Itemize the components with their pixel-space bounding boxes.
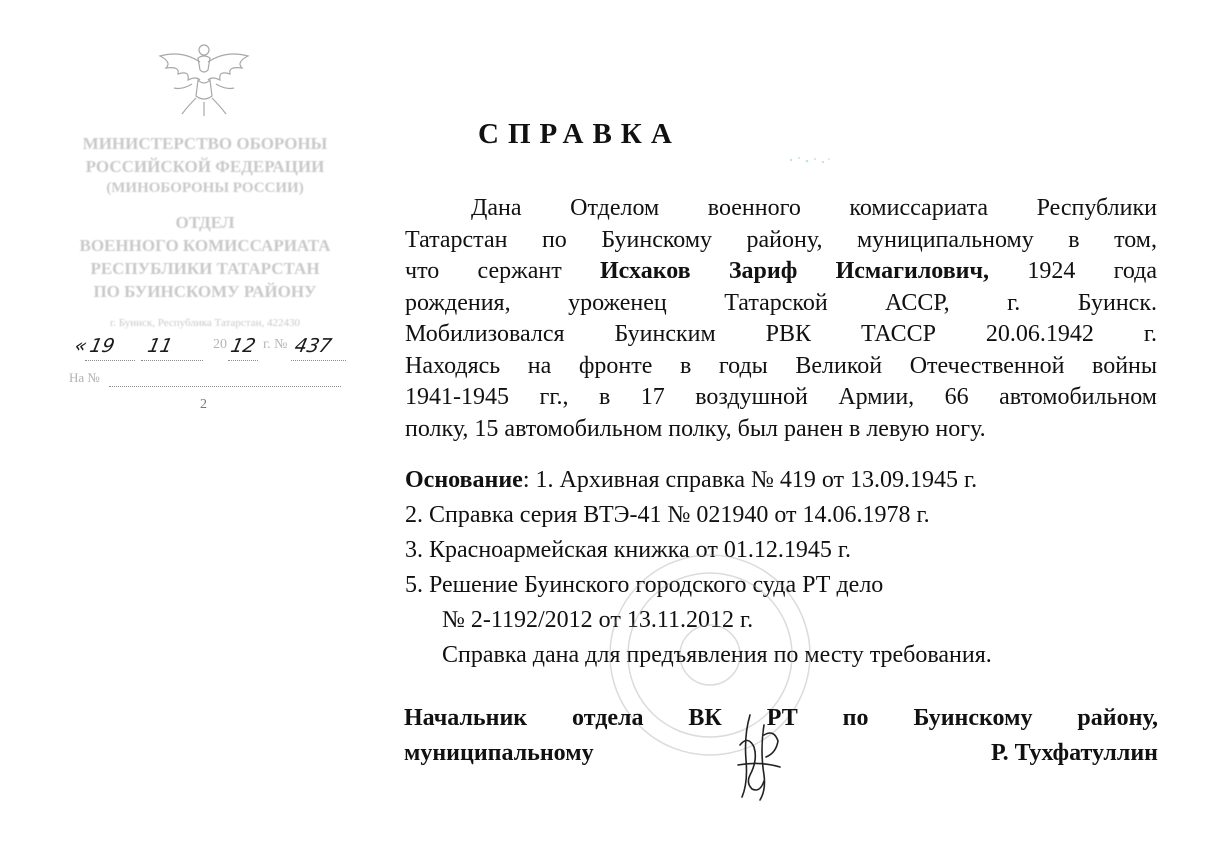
ink-speck	[785, 150, 835, 170]
birth-year-word: года	[1113, 258, 1158, 284]
na-label: На №	[69, 370, 100, 385]
date-quote: «	[72, 335, 90, 357]
signatory-name: Р. Тухфатуллин	[990, 740, 1158, 766]
basis-item-3: 3. Красноармейская книжка от 01.12.1945 г.	[405, 537, 851, 563]
birth-year: 1924	[1027, 258, 1076, 284]
date-month-underline	[141, 360, 203, 361]
letterhead-line-ministry: МИНИСТЕРСТВО ОБОРОНЫ	[82, 134, 328, 153]
date-year-prefix: 20	[213, 337, 227, 352]
person-name: Исхаков Зариф Исмагилович,	[600, 258, 990, 284]
signatory-position-cont: муниципальному	[404, 740, 594, 766]
basis-row-1	[405, 463, 1165, 498]
date-year: 12	[228, 335, 258, 357]
body-line-3	[405, 256, 1157, 288]
closing-sentence: Справка дана для предъявления по месту требования.	[442, 642, 992, 668]
basis-item-1: : 1. Архивная справка № 419 от 13.09.1945 г.	[522, 467, 978, 493]
letterhead-line-short: (МИНОБОРОНЫ РОССИИ)	[106, 180, 304, 196]
date-month: 11	[145, 335, 175, 357]
registration-date-number	[73, 332, 345, 364]
body-line-2: Татарстан по Буинскому району, муниципальному в том,	[405, 226, 1157, 253]
letterhead-line-commissariat: ВОЕННОГО КОМИССАРИАТА	[79, 236, 331, 255]
letterhead-line-department: ОТДЕЛ	[175, 213, 235, 232]
basis-item-5: 5. Решение Буинского городского суда РТ дело	[405, 572, 884, 598]
na-underline	[109, 386, 341, 387]
certificate-body	[405, 193, 1157, 445]
number-label: г. №	[263, 337, 288, 352]
basis-item-5-case-number: № 2-1192/2012 от 13.11.2012 г.	[442, 607, 754, 633]
letterhead-line-district: ПО БУИНСКОМУ РАЙОНУ	[93, 282, 317, 301]
basis-label: Основание	[405, 467, 523, 493]
body-line-7: 1941-1945 гг., в 17 воздушной Армии, 66 автомобильном	[405, 384, 1157, 410]
basis-item-2: 2. Справка серия ВТЭ-41 № 021940 от 14.06.1978 г.	[405, 502, 930, 528]
date-year-underline	[228, 360, 258, 361]
reference-number-line	[69, 370, 349, 394]
letterhead-stamp	[55, 30, 355, 430]
handwritten-signature	[720, 705, 800, 805]
date-day: 19	[87, 335, 117, 357]
body-line-1: Дана Отделом военного комиссариата Республики	[471, 195, 1157, 221]
body-line-4: рождения, уроженец Татарской АССР, г. Буинск.	[405, 289, 1157, 316]
letterhead-line-address: г. Буинск, Республика Татарстан, 422430	[109, 317, 301, 329]
body-line-3-start: что сержант	[405, 258, 562, 284]
number-underline	[291, 360, 346, 361]
document-title: СПРАВКА	[478, 118, 681, 150]
letterhead-line-republic: РЕСПУБЛИКИ ТАТАРСТАН	[90, 259, 320, 278]
body-line-6: Находясь на фронте в годы Великой Отечественной войны	[405, 352, 1157, 379]
letterhead-line-country: РОССИЙСКОЙ ФЕДЕРАЦИИ	[85, 157, 325, 176]
page-number: 2	[200, 397, 207, 412]
date-day-underline	[85, 360, 135, 361]
body-line-5: Мобилизовался Буинским РВК ТАССР 20.06.1942 г.	[405, 321, 1157, 347]
body-line-8: полку, 15 автомобильном полку, был ранен в левую ногу.	[405, 415, 986, 442]
registration-number: 437	[292, 335, 334, 357]
signatory-position: Начальник отдела ВК РТ по Буинскому району,	[404, 705, 1158, 731]
double-headed-eagle-emblem	[152, 40, 256, 120]
